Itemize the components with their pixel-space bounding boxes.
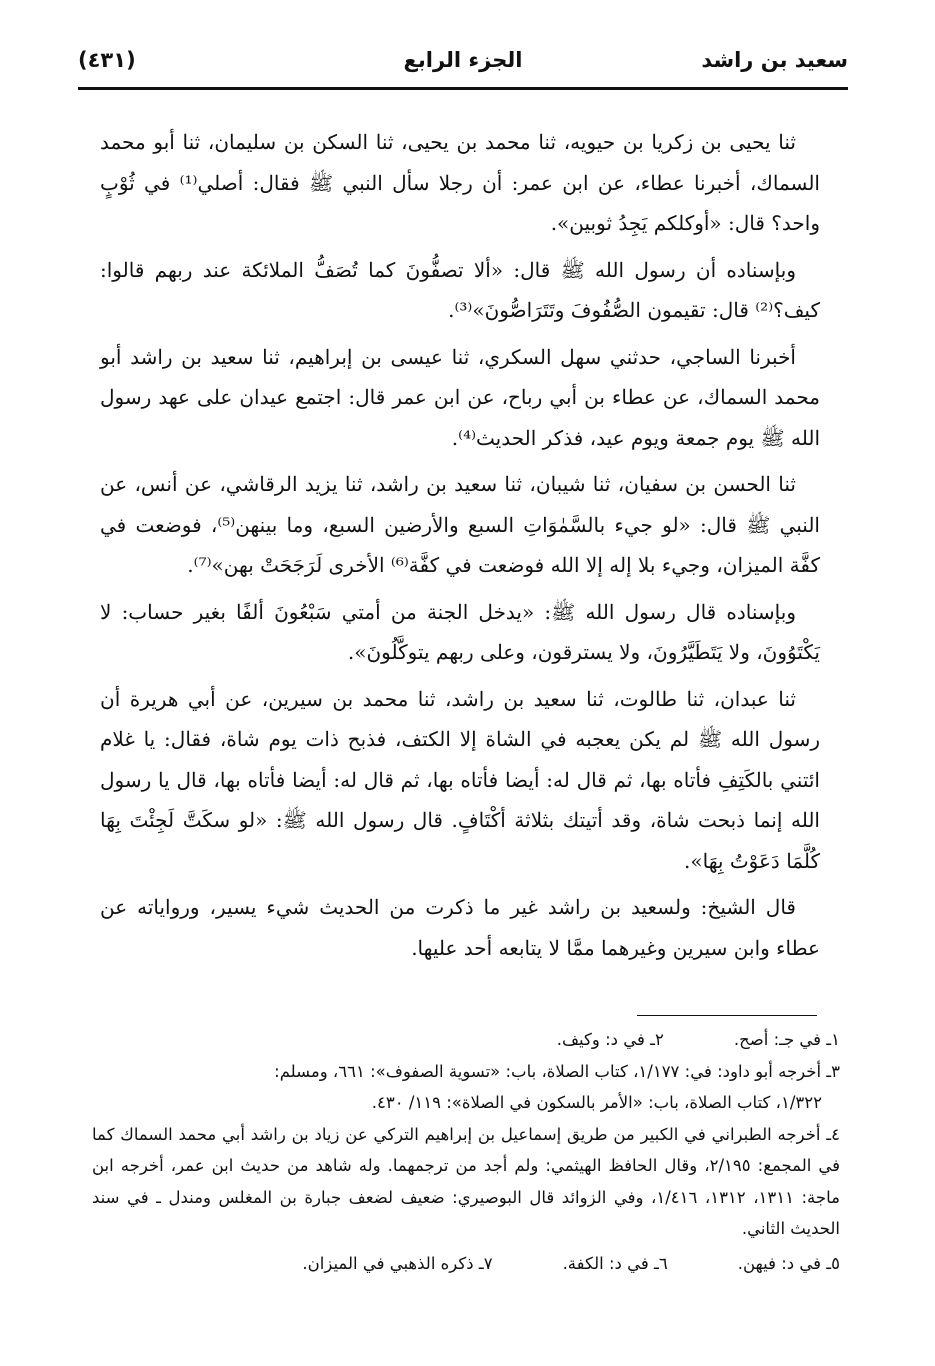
paragraph: ثنا الحسن بن سفيان، ثنا شيبان، ثنا سعيد بن راشد، ثنا يزيد الرقاشي، عن أنس، عن النبي ﷺ قال: «لو جيء بالسَّمٰوَاتِ السبع والأرضين السبع، وما بينهن⁽⁵⁾، فوضعت في كفَّة الميزان، وجيء بلا إله إلا الله فوضعت في كفَّة⁽⁶⁾ الأخرى لَرَجَحَتْ بهن»⁽⁷⁾.: [100, 472, 820, 577]
footnote-row: [92, 1248, 840, 1280]
paragraph: وبإسناده قال رسول الله ﷺ: «يدخل الجنة من أمتي سَبْعُونَ ألفًا بغير حساب: لا يَكْتَوُونَ، ولا يَتَطَيَّرُونَ، ولا يسترقون، وعلى ربهم يتوكَّلُونَ».: [100, 599, 820, 664]
running-title: سعيد بن راشد: [701, 48, 848, 72]
footnote-2: ٢ـ في د: وكيف.: [556, 1030, 664, 1049]
footnotes: [92, 1024, 840, 1279]
volume-title: الجزء الرابع: [403, 48, 523, 72]
main-text: [100, 122, 820, 974]
paragraph: أخبرنا الساجي، حدثني سهل السكري، ثنا عيسى بن إبراهيم، ثنا سعيد بن راشد أبو محمد السماك، عن عطاء بن أبي رباح، عن ابن عمر قال: اجتمع عيدان على عهد رسول الله ﷺ يوم جمعة ويوم عيد، فذكر الحديث⁽⁴⁾.: [100, 344, 820, 450]
page-header: [78, 40, 848, 90]
footnote-6: ٦ـ في د: الكفة.: [562, 1253, 668, 1273]
footnote-5: ٥ـ في د: فيهن.: [737, 1253, 840, 1273]
header-rule: [78, 87, 848, 90]
page-number: (٤٣١): [78, 48, 136, 72]
footnote-separator: [637, 1015, 817, 1016]
footnote-row: [92, 1024, 840, 1056]
paragraph: وبإسناده أن رسول الله ﷺ قال: «ألا تصفُّونَ كما تُصَفُّ الملائكة عند ربهم قالوا: كيف؟⁽²⁾ قال: تقيمون الصُّفُوفَ وتَتَرَاصُّونَ»⁽³⁾.: [100, 257, 820, 322]
footnote-4: ٤ـ أخرجه الطبراني في الكبير من طريق إسماعيل بن إبراهيم التركي عن زياد بن راشد أبي محمد السماك كما في المجمع: ٢/١٩٥، وقال الحافظ الهيثمي: ولم أجد من ترجمهما. وله شاهد من حديث ابن عمر، أخرجه ابن ماجة: ١٣١١، ١٣١٢، ١/٤١٦، وفي الزوائد قال البوصيري: ضعيف لضعف جبارة بن المغلس ومندل ـ في سند الحديث الثاني.: [92, 1124, 840, 1238]
footnote-1: ١ـ في جـ: أصح.: [733, 1030, 840, 1049]
paragraph: ثنا عبدان، ثنا طالوت، ثنا سعيد بن راشد، ثنا محمد بن سيرين، عن أبي هريرة أن رسول الله ﷺ لم يكن يعجبه في الشاة إلا الكتف، فذبح ذات يوم شاة، فقال: يا غلام ائتني بالكَتِفِ فأتاه بها، ثم قال له: أيضا فأتاه بها، ثم قال له: أيضا فأتاه بها، قال يا رسول الله إنما ذبحت شاة، وقد أتيتك بثلاثة أكْتَافٍ. قال رسول الله ﷺ: «لو سكَتَّ لَجِئْتَ بِهَا كُلَّمَا دَعَوْتُ بِهَا».: [100, 686, 820, 873]
paragraph: قال الشيخ: ولسعيد بن راشد غير ما ذكرت من الحديث شيء يسير، ورواياته عن عطاء وابن سيرين وغيرهما ممَّا لا يتابعه أحد عليها.: [100, 895, 820, 960]
footnote-7: ٧ـ ذكره الذهبي في الميزان.: [302, 1253, 493, 1273]
paragraph: ثنا يحيى بن زكريا بن حيويه، ثنا محمد بن يحيى، ثنا السكن بن سليمان، ثنا أبو محمد السماك، أخبرنا عطاء، عن ابن عمر: أن رجلا سأل النبي ﷺ فقال: أصلي⁽¹⁾ في ثُوْبٍ واحد؟ قال: «أوكلكم يَجِدُ ثوبين».: [100, 130, 820, 235]
footnote-3: ٣ـ أخرجه أبو داود: في: ١/١٧٧، كتاب الصلاة، باب: «تسوية الصفوف»: ٦٦١، ومسلم:: [274, 1061, 840, 1081]
footnote-3-continued: ١/٣٢٢، كتاب الصلاة، باب: «الأمر بالسكون في الصلاة»: ١١٩/ ٤٣٠.: [371, 1093, 822, 1112]
